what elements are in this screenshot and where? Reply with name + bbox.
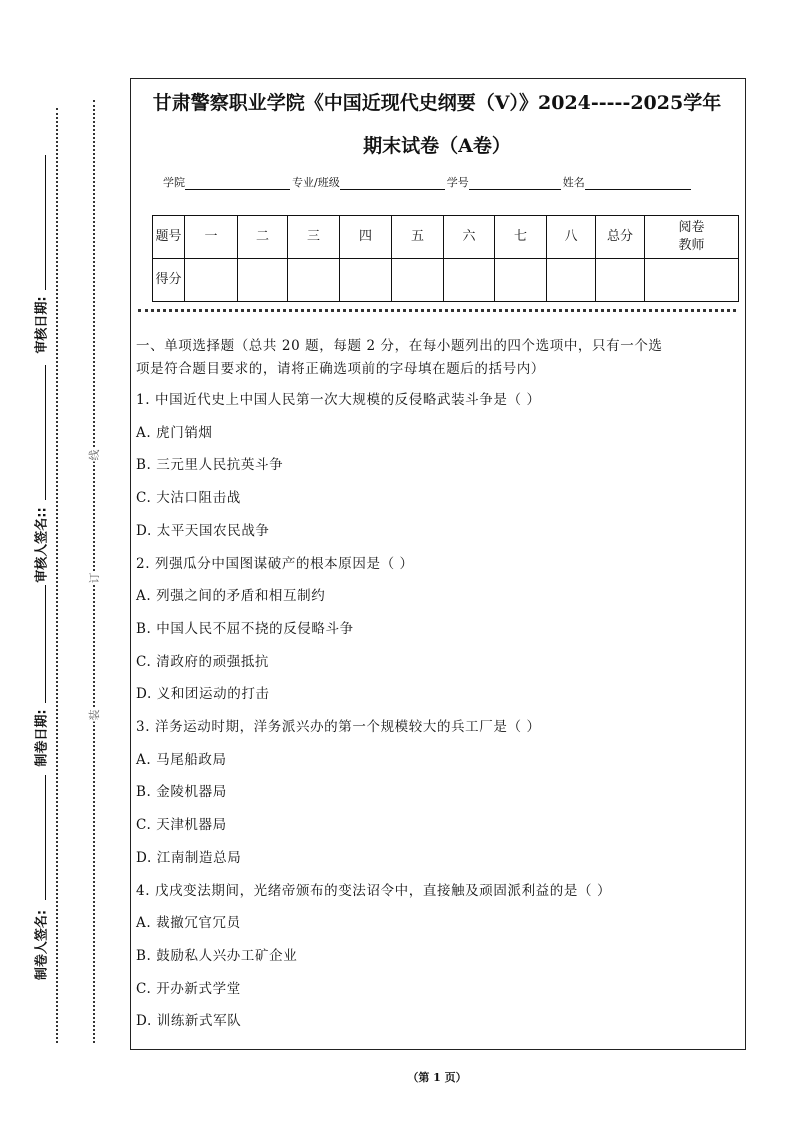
col-header: 四 xyxy=(340,216,392,259)
make-date-underline xyxy=(45,585,46,703)
answer-option: B. 中国人民不屈不挠的反侵略斗争 xyxy=(136,620,354,637)
review-date-label: 审核日期: xyxy=(34,296,50,354)
maker-sign-underline xyxy=(45,775,46,900)
answer-option: A. 列强之间的矛盾和相互制约 xyxy=(136,588,326,605)
answer-option: B. 三元里人民抗英斗争 xyxy=(136,457,284,474)
answer-option: C. 天津机器局 xyxy=(136,817,227,834)
score-cell[interactable] xyxy=(185,259,238,302)
col-header: 三 xyxy=(288,216,340,259)
col-header: 一 xyxy=(185,216,238,259)
dotted-separator xyxy=(138,309,736,312)
answer-option: D. 义和团运动的打击 xyxy=(136,686,270,703)
review-date-underline xyxy=(45,155,46,290)
col-header: 八 xyxy=(547,216,596,259)
score-cell[interactable] xyxy=(288,259,340,302)
exam-title-line1: 甘肃警察职业学院《中国近现代史纲要（V）》2024-----2025学年 xyxy=(152,92,722,114)
col-header: 阅卷教师 xyxy=(645,216,739,259)
answer-option: A. 裁撤冗官冗员 xyxy=(136,915,241,932)
score-cell[interactable] xyxy=(444,259,495,302)
seal-mark-xian: 线 xyxy=(88,449,101,461)
answer-option: D. 太平天国农民战争 xyxy=(136,522,270,539)
reviewer-sign-label: 审核人签名:: xyxy=(34,507,50,583)
col-header: 六 xyxy=(444,216,495,259)
answer-option: A. 马尾船政局 xyxy=(136,751,227,768)
score-cell[interactable] xyxy=(495,259,547,302)
major-class-field[interactable] xyxy=(340,177,445,190)
answer-option: C. 大沽口阻击战 xyxy=(136,490,241,507)
exam-title-line2: 期末试卷（A卷） xyxy=(363,135,511,157)
answer-option: D. 训练新式军队 xyxy=(136,1013,242,1030)
score-cell[interactable] xyxy=(238,259,288,302)
question-stem: 1. 中国近代史上中国人民第一次大规模的反侵略武装斗争是（ ） xyxy=(136,392,541,408)
col-header: 总分 xyxy=(596,216,645,259)
seal-mark-ding: 订 xyxy=(88,572,101,584)
col-header: 二 xyxy=(238,216,288,259)
score-table-score-row xyxy=(153,259,739,302)
student-info-row xyxy=(163,174,693,190)
score-cell[interactable] xyxy=(645,259,739,302)
answer-option: B. 金陵机器局 xyxy=(136,784,227,801)
question-stem: 3. 洋务运动时期，洋务派兴办的第一个规模较大的兵工厂是（ ） xyxy=(136,719,541,735)
col-header: 五 xyxy=(392,216,444,259)
major-class-label: 专业/班级 xyxy=(292,176,340,189)
score-cell[interactable] xyxy=(547,259,596,302)
answer-option: C. 开办新式学堂 xyxy=(136,980,241,997)
question-stem: 2. 列强瓜分中国图谋破产的根本原因是（ ） xyxy=(136,555,414,572)
student-id-field[interactable] xyxy=(469,177,561,190)
section-instructions-line2: 项是符合题目要求的，请将正确选项前的字母填在题后的括号内） xyxy=(136,361,545,377)
make-date-label: 制卷日期: xyxy=(34,709,50,767)
score-cell[interactable] xyxy=(340,259,392,302)
reviewer-sign-underline xyxy=(45,365,46,500)
row-label-score: 得分 xyxy=(153,259,185,302)
student-id-label: 学号 xyxy=(446,176,469,189)
answer-option: A. 虎门销烟 xyxy=(136,424,213,441)
answer-option: B. 鼓励私人兴办工矿企业 xyxy=(136,947,298,964)
seal-mark-zhuang: 装 xyxy=(88,709,101,721)
question-stem: 4. 戊戌变法期间，光绪帝颁布的变法诏令中，直接触及顽固派利益的是（ ） xyxy=(136,882,612,899)
name-field[interactable] xyxy=(585,177,691,190)
name-label: 姓名 xyxy=(562,176,585,189)
answer-option: D. 江南制造总局 xyxy=(136,849,242,866)
col-header: 七 xyxy=(495,216,547,259)
score-table-header-row xyxy=(153,216,739,259)
score-table xyxy=(152,215,739,302)
score-cell[interactable] xyxy=(392,259,444,302)
section-instructions-line1: 一、单项选择题（总共 20 题，每题 2 分，在每小题列出的四个选项中，只有一个选 xyxy=(136,338,663,354)
row-label-number: 题号 xyxy=(153,216,185,259)
score-cell[interactable] xyxy=(596,259,645,302)
page-number: （第 1 页） xyxy=(407,1071,467,1084)
answer-option: C. 清政府的顽强抵抗 xyxy=(136,653,270,670)
seal-line-inner xyxy=(56,108,58,1043)
college-field[interactable] xyxy=(185,177,290,190)
college-label: 学院 xyxy=(163,176,185,189)
maker-sign-label: 制卷人签名: xyxy=(34,909,50,981)
